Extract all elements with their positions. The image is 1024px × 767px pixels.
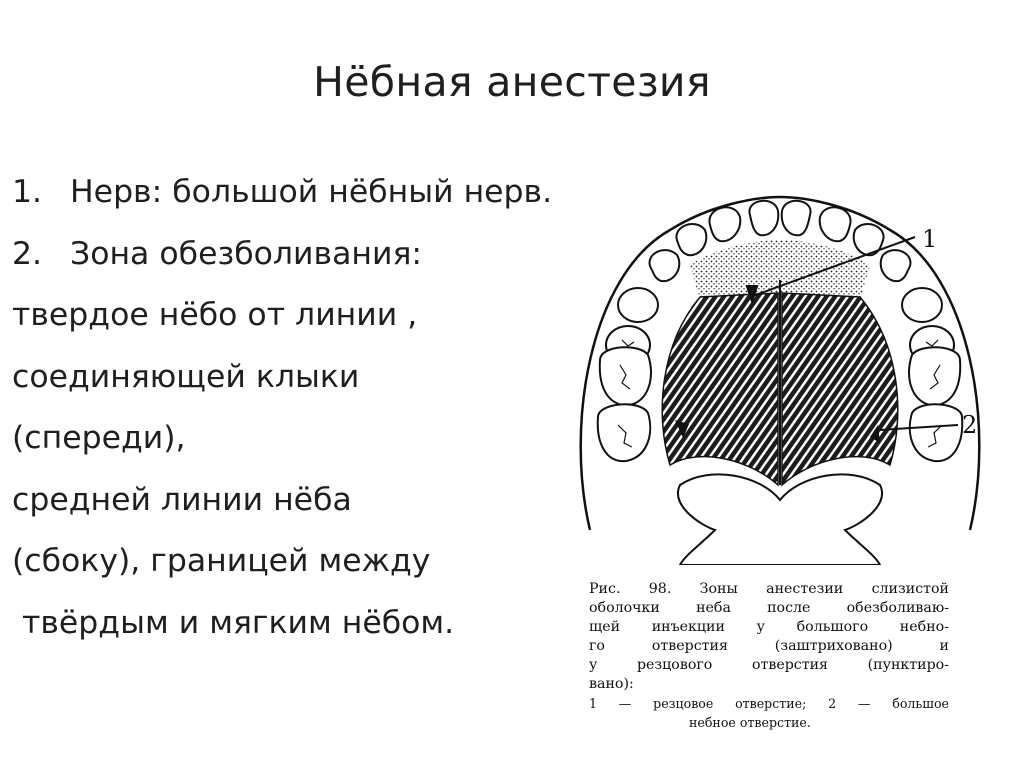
- caption-line: у резцового отверстия (пунктиро-: [589, 657, 949, 673]
- list-number: 2.: [12, 235, 43, 272]
- palate-diagram: [560, 185, 1000, 565]
- palate-left-zone: [662, 293, 778, 485]
- list-text: Нерв: большой нёбный нерв.: [70, 174, 553, 210]
- label-1: 1: [922, 225, 938, 253]
- caption-legend: небное отверстие.: [689, 715, 811, 730]
- list-item: [12, 224, 652, 286]
- description-line: (спереди),: [12, 420, 186, 456]
- description-line: (сбоку), границей между: [12, 543, 431, 579]
- description-line: твердое нёбо от линии ,: [12, 297, 418, 333]
- caption-line: Рис. 98. Зоны анестезии слизистой: [589, 581, 949, 597]
- slide-body: [12, 162, 652, 654]
- caption-line: го отверстия (заштриховано) и: [589, 638, 949, 654]
- caption-line: щей инъекции у большого небно-: [589, 619, 949, 635]
- label-2: 2: [962, 411, 978, 439]
- caption-line: вано):: [589, 676, 634, 692]
- caption-legend: 1 — резцовое отверстие; 2 — большое: [589, 696, 949, 711]
- description-line: твёрдым и мягким нёбом.: [12, 604, 455, 641]
- description-line: средней линии нёба: [12, 481, 352, 518]
- figure-caption: [589, 580, 949, 732]
- slide-title: Нёбная анестезия: [313, 58, 711, 106]
- palatine-bone: [678, 474, 882, 565]
- caption-line: оболочки неба после обезболиваю-: [589, 600, 949, 616]
- description-line: соединяющей клыки: [12, 358, 360, 395]
- palate-right-zone: [782, 293, 898, 485]
- list-item: [12, 162, 652, 224]
- list-number: 1.: [12, 174, 43, 210]
- list-text: Зона обезболивания:: [70, 235, 423, 272]
